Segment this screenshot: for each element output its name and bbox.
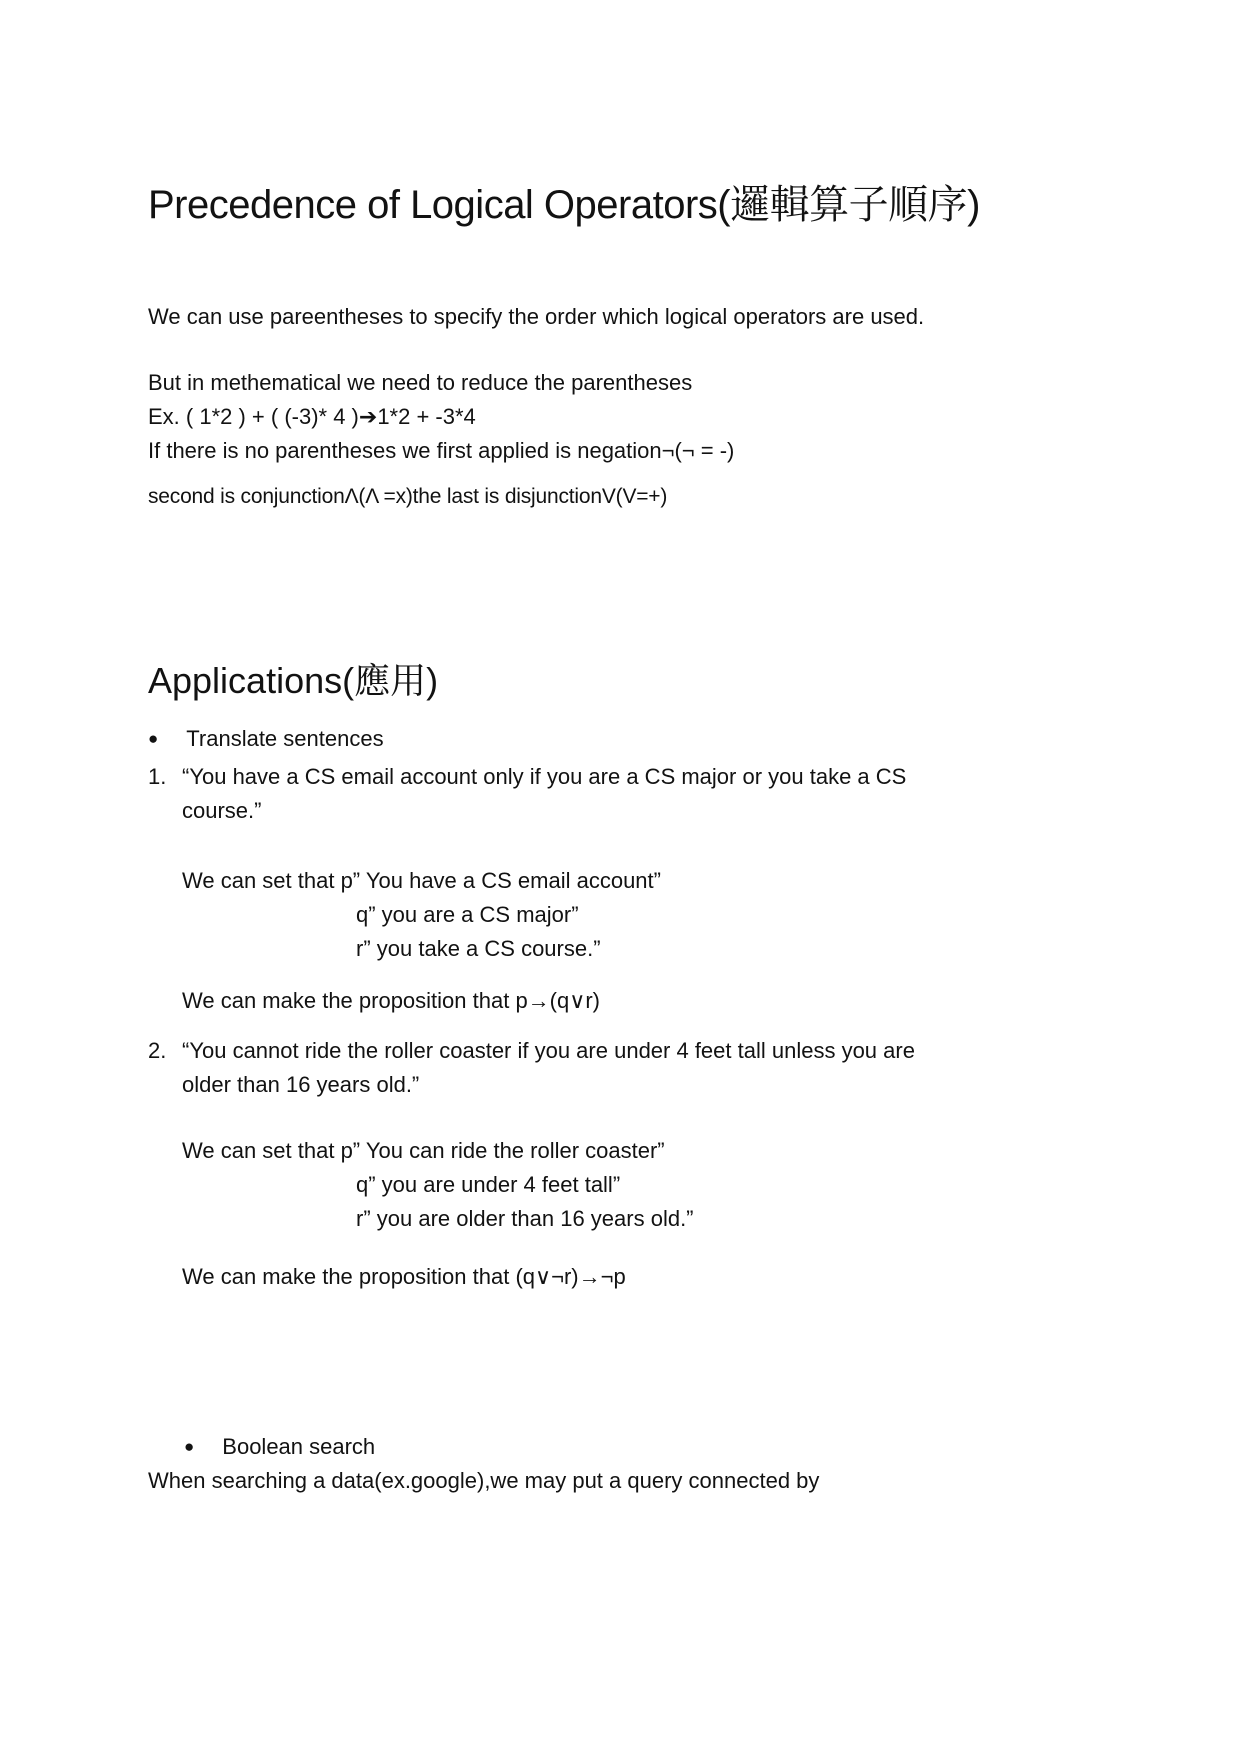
item-1-set-r: r” you take a CS course.”: [356, 936, 601, 961]
item-2-set-p: We can set that p” You can ride the roller coaster”: [182, 1138, 665, 1163]
item-1-proposition: We can make the proposition that p→(q∨r): [182, 988, 600, 1013]
boolean-bullet-item: [184, 1430, 1111, 1464]
boolean-bullet-label: Boolean search: [222, 1434, 376, 1459]
bullet-icon: ●: [148, 729, 159, 748]
list-item-2: [148, 1034, 1111, 1102]
precedence-paragraph: second is conjunctionΛ(Λ =x)the last is disjunctionV(V=+): [148, 485, 668, 508]
reduce-line-3: If there is no parentheses we first applied is negation¬(¬ = -): [148, 438, 735, 463]
item-1-sentence: “You have a CS email account only if you are a CS major or you take a CS course.”: [182, 764, 907, 823]
bullet-icon: ●: [184, 1437, 195, 1456]
list-item-1: [148, 760, 1111, 828]
item-2-set-q: q” you are under 4 feet tall”: [356, 1172, 621, 1197]
item-2-proposition: We can make the proposition that (q∨¬r)→¬p: [182, 1264, 626, 1289]
translate-bullet-label: Translate sentences: [186, 726, 384, 751]
item-1-number: 1.: [148, 764, 167, 789]
page-title: Precedence of Logical Operators(邏輯算子順序): [148, 183, 980, 227]
intro-paragraph: We can use pareentheses to specify the order which logical operators are used.: [148, 304, 925, 329]
reduce-paragraph: [148, 366, 968, 468]
item-2-sentence: “You cannot ride the roller coaster if you are under 4 feet tall unless you are older than 16 years old.”: [182, 1038, 915, 1097]
boolean-search-paragraph: When searching a data(ex.google),we may put a query connected by: [148, 1468, 820, 1493]
item-2-definitions: [182, 1134, 1111, 1236]
item-2-set-r: r” you are older than 16 years old.”: [356, 1206, 694, 1231]
item-1-set-p: We can set that p” You have a CS email account”: [182, 868, 661, 893]
translate-bullet-item: [148, 722, 1111, 756]
reduce-line-1: But in methematical we need to reduce the parentheses: [148, 370, 693, 395]
item-1-set-q: q” you are a CS major”: [356, 902, 579, 927]
reduce-line-2: Ex. ( 1*2 ) + ( (-3)* 4 )➔1*2 + -3*4: [148, 404, 476, 429]
item-1-definitions: [182, 864, 1111, 966]
applications-heading: Applications(應用): [148, 660, 439, 701]
item-2-number: 2.: [148, 1038, 167, 1063]
